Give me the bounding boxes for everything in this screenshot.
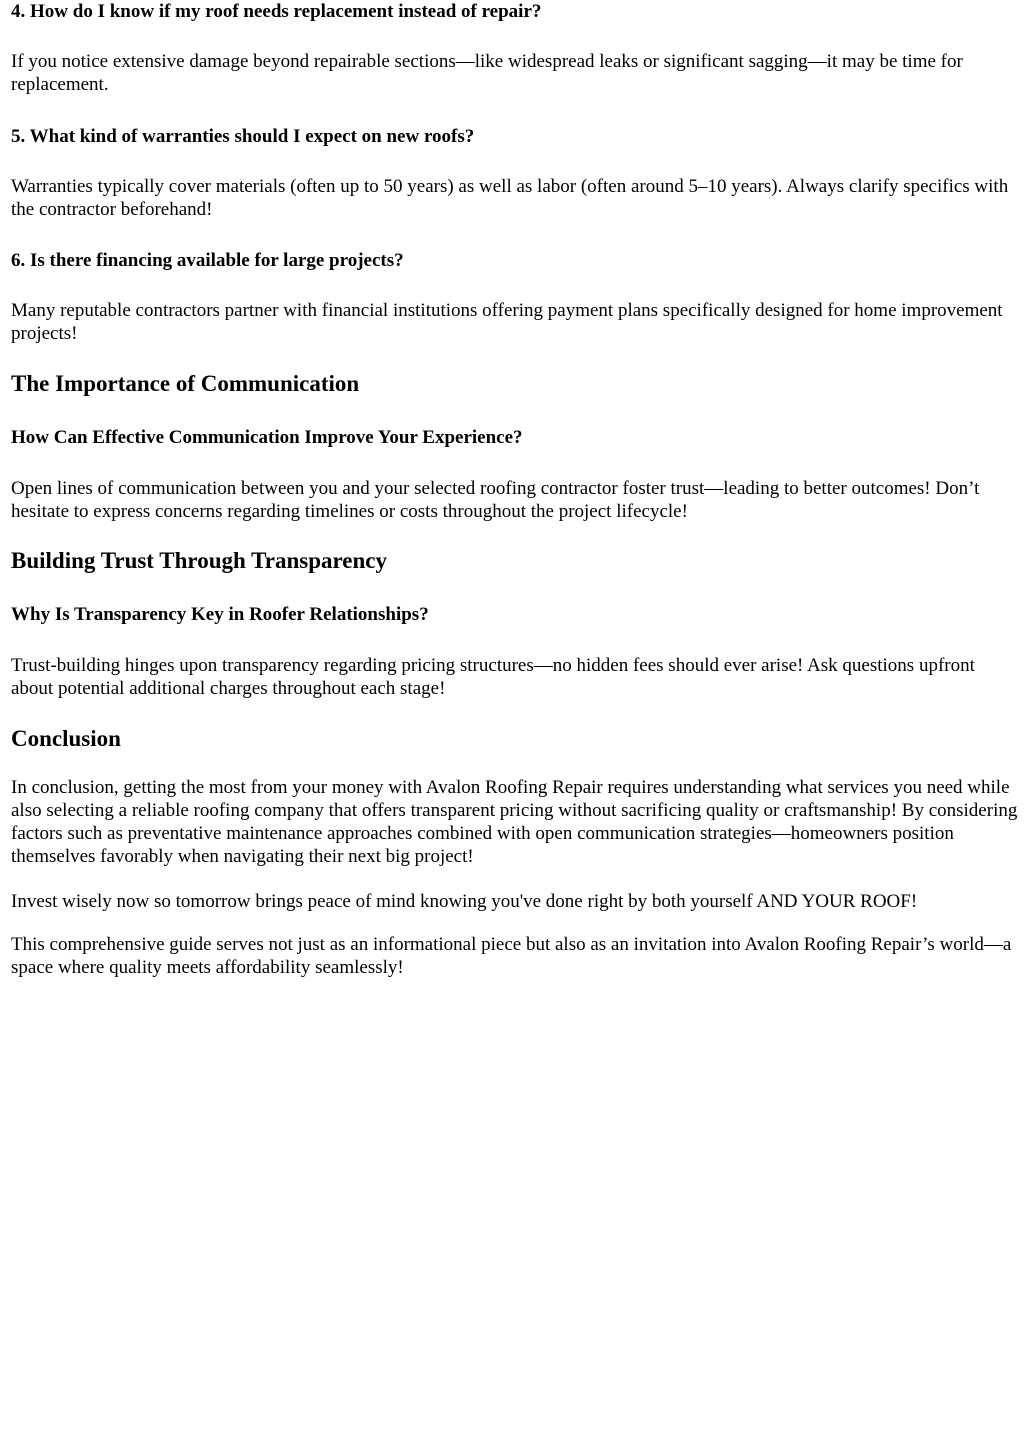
- conclusion-paragraph: In conclusion, getting the most from your money with Avalon Roofing Repair requires understanding what services you need while also selecting a reliable roofing company that offers transparent pricing without sacrificing quality or craftsmanship! By considering factors such as preventative maintenance approaches combined with open communication strategies—homeowners position themselves favorably when navigating their next big project!: [11, 777, 1018, 867]
- faq-question-4: 4. How do I know if my roof needs replacement instead of repair?: [11, 1, 542, 22]
- faq-answer-5: Warranties typically cover materials (often up to 50 years) as well as labor (often around 5–10 years). Always clarify specifics with the contractor beforehand!: [11, 176, 1009, 220]
- communication-heading: The Importance of Communication: [11, 371, 360, 396]
- transparency-heading: Building Trust Through Transparency: [11, 548, 388, 573]
- faq-answer-6: Many reputable contractors partner with financial institutions offering payment plans specifically designed for home improvement projects!: [11, 300, 1003, 344]
- conclusion-heading: Conclusion: [11, 726, 121, 751]
- transparency-body: Trust-building hinges upon transparency regarding pricing structures—no hidden fees should ever arise! Ask questions upfront about potential additional charges throughout each stage!: [11, 655, 975, 699]
- conclusion-paragraph: Invest wisely now so tomorrow brings peace of mind knowing you've done right by both yourself AND YOUR ROOF!: [11, 891, 918, 912]
- faq-question-5: 5. What kind of warranties should I expect on new roofs?: [11, 126, 475, 147]
- transparency-subheading: Why Is Transparency Key in Roofer Relationships?: [11, 604, 429, 625]
- faq-answer-4: If you notice extensive damage beyond repairable sections—like widespread leaks or significant sagging—it may be time for replacement.: [11, 51, 963, 95]
- faq-question-6: 6. Is there financing available for large projects?: [11, 250, 404, 271]
- communication-body: Open lines of communication between you and your selected roofing contractor foster trust—leading to better outcomes! Don’t hesitate to express concerns regarding timelines or costs throughout the project lifecycle!: [11, 478, 980, 522]
- communication-subheading: How Can Effective Communication Improve Your Experience?: [11, 427, 523, 448]
- conclusion-paragraph: This comprehensive guide serves not just as an informational piece but also as an invitation into Avalon Roofing Repair’s world—a space where quality meets affordability seamlessly!: [11, 934, 1012, 978]
